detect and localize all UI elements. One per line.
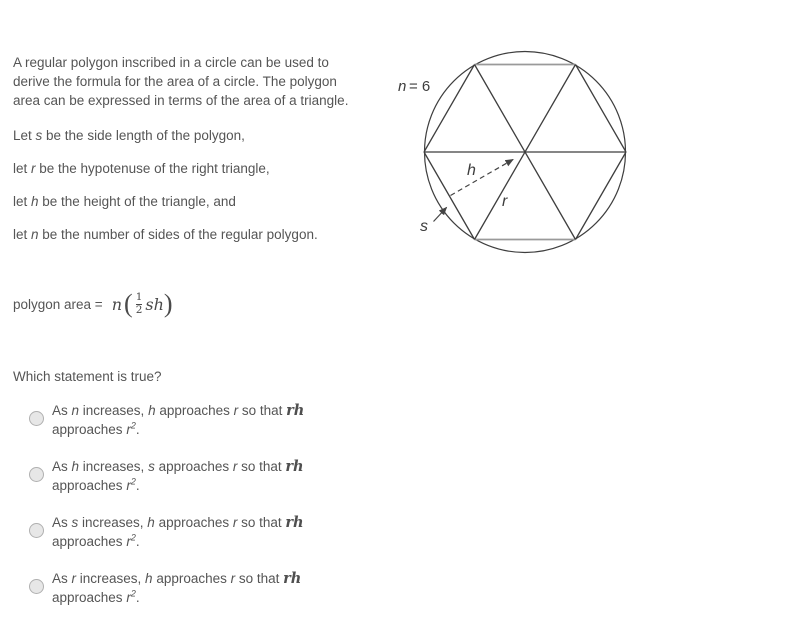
answer-option-1 — [29, 401, 395, 439]
text-fragment: so that — [237, 459, 286, 474]
var-italic: r — [126, 590, 131, 605]
radio-button[interactable] — [29, 411, 44, 426]
hexagon-circle-diagram — [390, 40, 670, 265]
text-fragment: approaches — [52, 478, 127, 493]
text-fragment: be the number of sides of the regular polygon. — [38, 227, 318, 242]
polygon-area-formula — [13, 288, 395, 320]
text-fragment: . — [135, 590, 140, 605]
definition-s — [13, 126, 395, 145]
label-apothem-h: h — [467, 162, 476, 179]
var-italic: s — [71, 515, 79, 530]
label-n-value: = 6 — [409, 78, 431, 95]
var-italic: r — [232, 459, 238, 474]
radio-button[interactable] — [29, 523, 44, 538]
math-rh: rh — [286, 402, 305, 419]
text-fragment: . — [135, 534, 140, 549]
text-fragment: As — [52, 571, 72, 586]
text-fragment: approaches — [154, 515, 233, 530]
text-fragment: be the side length of the polygon, — [42, 128, 245, 143]
text-fragment: be the hypotenuse of the right triangle, — [35, 161, 270, 176]
text-fragment: approaches — [52, 590, 127, 605]
text-fragment: increases, — [76, 571, 146, 586]
text-fragment: approaches — [154, 459, 233, 474]
text-fragment: so that — [235, 571, 284, 586]
math-rh: rh — [285, 458, 304, 475]
open-paren: ( — [124, 289, 133, 318]
label-radius-r: r — [502, 193, 508, 210]
var-italic: h — [71, 459, 80, 474]
text-fragment: increases, — [79, 403, 149, 418]
var-italic: r — [31, 161, 36, 176]
text-fragment: As — [52, 515, 72, 530]
text-fragment: let — [13, 161, 32, 176]
hexagon-edge — [576, 65, 627, 153]
var-italic: r — [126, 478, 131, 493]
radio-button[interactable] — [29, 467, 44, 482]
text-fragment: approaches — [52, 534, 127, 549]
hexagon-edge — [424, 65, 475, 153]
formula-label: polygon area = — [13, 296, 103, 312]
superscript-2: 2 — [130, 588, 136, 599]
superscript-2: 2 — [130, 420, 136, 431]
var-italic: r — [126, 422, 131, 437]
superscript-2: 2 — [130, 476, 136, 487]
text-fragment: so that — [238, 403, 287, 418]
text-fragment: let — [13, 194, 32, 209]
var-italic: r — [71, 571, 77, 586]
text-fragment: increases, — [79, 459, 149, 474]
fraction-numerator: 1 — [135, 291, 143, 304]
intro-line: A regular polygon inscribed in a circle can be used to — [13, 55, 329, 70]
var-italic: h — [145, 571, 153, 586]
intro-line: derive the formula for the area of a circle. The polygon — [13, 74, 337, 89]
text-fragment: be the height of the triangle, and — [38, 194, 236, 209]
option-text — [52, 569, 301, 607]
answer-option-2 — [29, 457, 395, 495]
math-rh: rh — [283, 570, 302, 587]
definition-h — [13, 192, 395, 211]
text-fragment: As — [52, 403, 72, 418]
superscript-2: 2 — [130, 532, 136, 543]
intro-line: area can be expressed in terms of the area of a triangle. — [13, 93, 349, 108]
text-fragment: . — [135, 478, 140, 493]
var-italic: n — [31, 227, 39, 242]
var-italic: n — [71, 403, 80, 418]
answer-option-3 — [29, 513, 395, 551]
var-italic: h — [31, 194, 39, 209]
text-fragment: As — [52, 459, 72, 474]
var-italic: r — [233, 403, 239, 418]
option-text — [52, 401, 304, 439]
close-paren: ) — [163, 289, 173, 318]
text-fragment: so that — [237, 515, 286, 530]
intro-paragraph — [13, 53, 395, 110]
text-fragment: approaches — [52, 422, 127, 437]
text-fragment: increases, — [78, 515, 148, 530]
text-fragment: approaches — [155, 403, 234, 418]
var-italic: s — [148, 459, 155, 474]
radio-button[interactable] — [29, 579, 44, 594]
text-fragment: approaches — [152, 571, 231, 586]
option-text — [52, 457, 304, 495]
var-italic: h — [147, 515, 155, 530]
label-side-s: s — [420, 218, 428, 235]
formula-coefficient: n — [111, 294, 123, 314]
var-italic: r — [232, 515, 238, 530]
formula-variables: sh — [145, 294, 164, 314]
answer-option-4 — [29, 569, 395, 607]
definition-r — [13, 159, 395, 178]
text-fragment: let — [13, 227, 32, 242]
var-italic: h — [148, 403, 156, 418]
var-italic: r — [126, 534, 131, 549]
fraction-one-half — [135, 292, 144, 315]
option-text — [52, 513, 304, 551]
question-prompt: Which statement is true? — [13, 369, 162, 384]
question-column — [13, 53, 395, 625]
definition-n — [13, 225, 395, 244]
side-pointer-arrow — [434, 208, 447, 222]
math-rh: rh — [285, 514, 304, 531]
text-fragment: . — [135, 422, 140, 437]
hexagon-edge — [576, 152, 627, 240]
text-fragment: Let — [13, 128, 36, 143]
fraction-denominator: 2 — [135, 303, 143, 316]
var-italic: s — [35, 128, 43, 143]
var-italic: r — [230, 571, 236, 586]
label-n: n — [398, 78, 407, 95]
